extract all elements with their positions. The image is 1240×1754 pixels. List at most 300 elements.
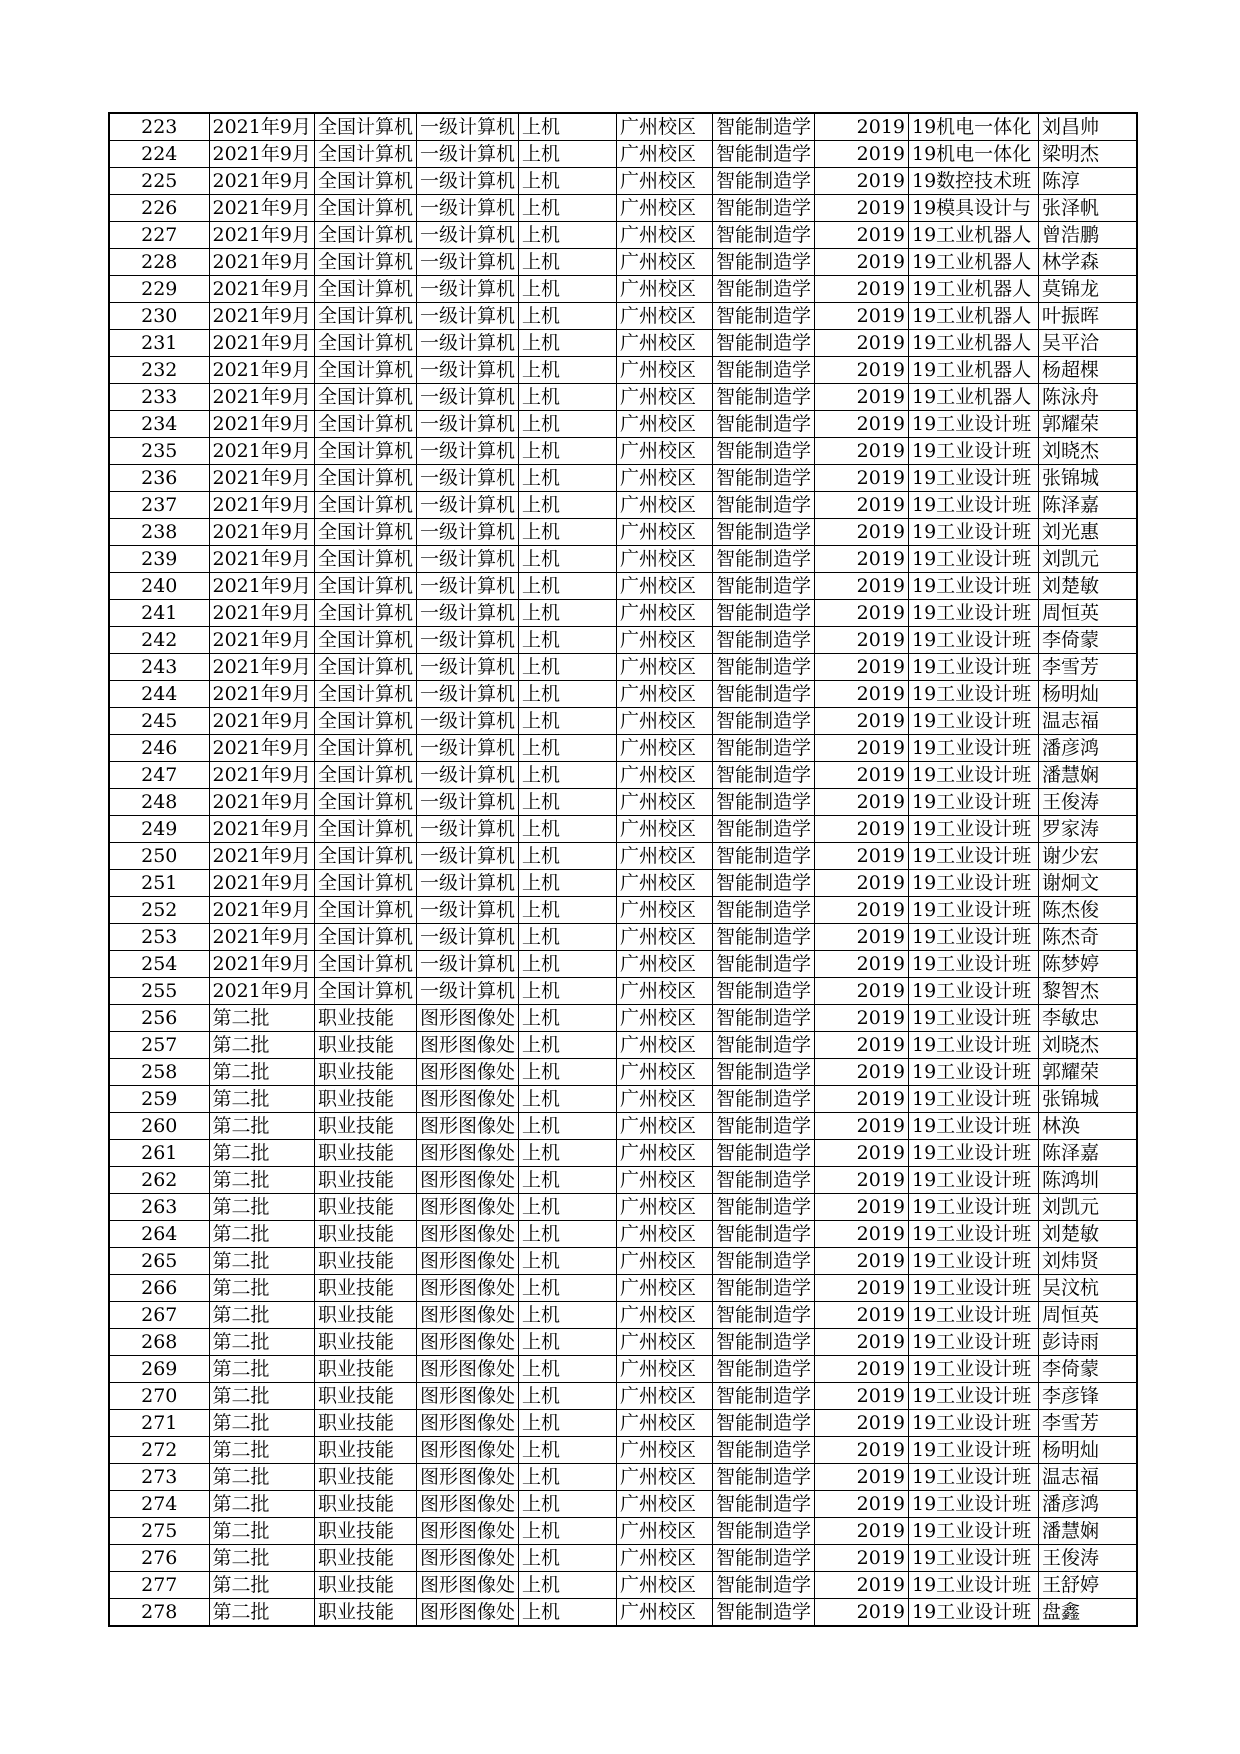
exam-cell: 全国计算机: [314, 978, 416, 1005]
class-cell: 19工业设计班: [909, 519, 1039, 546]
grade-cell: 2019: [815, 1437, 909, 1464]
student-name-cell: 郭耀荣: [1039, 1059, 1137, 1086]
table-row: [109, 1059, 1137, 1086]
row-number-cell: 232: [109, 357, 209, 384]
table-row: [109, 276, 1137, 303]
table-row: [109, 1599, 1137, 1627]
row-number-cell: 230: [109, 303, 209, 330]
class-cell: 19工业设计班: [909, 1113, 1039, 1140]
grade-cell: 2019: [815, 1464, 909, 1491]
college-cell: 智能制造学: [712, 762, 814, 789]
class-cell: 19工业设计班: [909, 1518, 1039, 1545]
table-row: [109, 978, 1137, 1005]
subject-cell: 一级计算机: [416, 627, 518, 654]
exam-cell: 全国计算机: [314, 897, 416, 924]
table-row: [109, 1464, 1137, 1491]
row-number-cell: 278: [109, 1599, 209, 1627]
subject-cell: 一级计算机: [416, 330, 518, 357]
mode-cell: 上机: [518, 357, 616, 384]
exam-cell: 职业技能: [314, 1086, 416, 1113]
campus-cell: 广州校区: [616, 1086, 712, 1113]
student-name-cell: 李敏忠: [1039, 1005, 1137, 1032]
exam-cell: 职业技能: [314, 1518, 416, 1545]
student-name-cell: 张锦城: [1039, 465, 1137, 492]
table-row: [109, 951, 1137, 978]
class-cell: 19工业机器人: [909, 357, 1039, 384]
row-number-cell: 225: [109, 168, 209, 195]
grade-cell: 2019: [815, 1518, 909, 1545]
class-cell: 19工业设计班: [909, 1437, 1039, 1464]
student-name-cell: 刘楚敏: [1039, 573, 1137, 600]
class-cell: 19工业设计班: [909, 762, 1039, 789]
row-number-cell: 238: [109, 519, 209, 546]
grade-cell: 2019: [815, 330, 909, 357]
row-number-cell: 253: [109, 924, 209, 951]
college-cell: 智能制造学: [712, 573, 814, 600]
mode-cell: 上机: [518, 1545, 616, 1572]
row-number-cell: 267: [109, 1302, 209, 1329]
exam-cell: 全国计算机: [314, 249, 416, 276]
batch-cell: 2021年9月: [209, 141, 314, 168]
table-row: [109, 1356, 1137, 1383]
table-row: [109, 1194, 1137, 1221]
exam-cell: 职业技能: [314, 1167, 416, 1194]
college-cell: 智能制造学: [712, 276, 814, 303]
exam-cell: 全国计算机: [314, 195, 416, 222]
grade-cell: 2019: [815, 1221, 909, 1248]
subject-cell: 一级计算机: [416, 141, 518, 168]
exam-cell: 职业技能: [314, 1059, 416, 1086]
grade-cell: 2019: [815, 1545, 909, 1572]
grade-cell: 2019: [815, 465, 909, 492]
grade-cell: 2019: [815, 924, 909, 951]
campus-cell: 广州校区: [616, 870, 712, 897]
mode-cell: 上机: [518, 384, 616, 411]
campus-cell: 广州校区: [616, 330, 712, 357]
college-cell: 智能制造学: [712, 1518, 814, 1545]
class-cell: 19工业设计班: [909, 1302, 1039, 1329]
exam-cell: 职业技能: [314, 1005, 416, 1032]
class-cell: 19工业设计班: [909, 978, 1039, 1005]
row-number-cell: 252: [109, 897, 209, 924]
table-row: [109, 249, 1137, 276]
mode-cell: 上机: [518, 627, 616, 654]
college-cell: 智能制造学: [712, 681, 814, 708]
batch-cell: 2021年9月: [209, 870, 314, 897]
mode-cell: 上机: [518, 411, 616, 438]
row-number-cell: 261: [109, 1140, 209, 1167]
grade-cell: 2019: [815, 168, 909, 195]
campus-cell: 广州校区: [616, 1518, 712, 1545]
grade-cell: 2019: [815, 708, 909, 735]
mode-cell: 上机: [518, 1221, 616, 1248]
student-name-cell: 吴平洽: [1039, 330, 1137, 357]
college-cell: 智能制造学: [712, 1491, 814, 1518]
college-cell: 智能制造学: [712, 222, 814, 249]
campus-cell: 广州校区: [616, 816, 712, 843]
college-cell: 智能制造学: [712, 870, 814, 897]
subject-cell: 一级计算机: [416, 600, 518, 627]
class-cell: 19工业设计班: [909, 1491, 1039, 1518]
campus-cell: 广州校区: [616, 1221, 712, 1248]
student-name-cell: 杨超棵: [1039, 357, 1137, 384]
mode-cell: 上机: [518, 1518, 616, 1545]
mode-cell: 上机: [518, 1167, 616, 1194]
subject-cell: 图形图像处: [416, 1329, 518, 1356]
table-row: [109, 465, 1137, 492]
campus-cell: 广州校区: [616, 1599, 712, 1627]
subject-cell: 一级计算机: [416, 168, 518, 195]
row-number-cell: 240: [109, 573, 209, 600]
row-number-cell: 250: [109, 843, 209, 870]
batch-cell: 2021年9月: [209, 843, 314, 870]
college-cell: 智能制造学: [712, 1086, 814, 1113]
exam-cell: 全国计算机: [314, 924, 416, 951]
row-number-cell: 248: [109, 789, 209, 816]
subject-cell: 一级计算机: [416, 411, 518, 438]
student-name-cell: 李倚蒙: [1039, 627, 1137, 654]
batch-cell: 2021年9月: [209, 762, 314, 789]
table-row: [109, 113, 1137, 141]
mode-cell: 上机: [518, 1005, 616, 1032]
class-cell: 19模具设计与: [909, 195, 1039, 222]
class-cell: 19工业设计班: [909, 1167, 1039, 1194]
college-cell: 智能制造学: [712, 1032, 814, 1059]
row-number-cell: 251: [109, 870, 209, 897]
subject-cell: 一级计算机: [416, 384, 518, 411]
student-name-cell: 罗家涛: [1039, 816, 1137, 843]
grade-cell: 2019: [815, 573, 909, 600]
batch-cell: 2021年9月: [209, 924, 314, 951]
campus-cell: 广州校区: [616, 1356, 712, 1383]
mode-cell: 上机: [518, 978, 616, 1005]
class-cell: 19工业设计班: [909, 1086, 1039, 1113]
subject-cell: 图形图像处: [416, 1410, 518, 1437]
exam-cell: 职业技能: [314, 1113, 416, 1140]
campus-cell: 广州校区: [616, 1410, 712, 1437]
subject-cell: 一级计算机: [416, 816, 518, 843]
class-cell: 19工业机器人: [909, 222, 1039, 249]
batch-cell: 第二批: [209, 1167, 314, 1194]
class-cell: 19工业设计班: [909, 816, 1039, 843]
table-row: [109, 546, 1137, 573]
batch-cell: 第二批: [209, 1248, 314, 1275]
batch-cell: 2021年9月: [209, 492, 314, 519]
campus-cell: 广州校区: [616, 519, 712, 546]
batch-cell: 第二批: [209, 1356, 314, 1383]
campus-cell: 广州校区: [616, 222, 712, 249]
mode-cell: 上机: [518, 1302, 616, 1329]
grade-cell: 2019: [815, 546, 909, 573]
table-row: [109, 438, 1137, 465]
row-number-cell: 257: [109, 1032, 209, 1059]
campus-cell: 广州校区: [616, 951, 712, 978]
college-cell: 智能制造学: [712, 384, 814, 411]
exam-cell: 全国计算机: [314, 735, 416, 762]
subject-cell: 图形图像处: [416, 1221, 518, 1248]
batch-cell: 第二批: [209, 1302, 314, 1329]
college-cell: 智能制造学: [712, 1140, 814, 1167]
table-row: [109, 708, 1137, 735]
subject-cell: 一级计算机: [416, 843, 518, 870]
college-cell: 智能制造学: [712, 897, 814, 924]
class-cell: 19工业设计班: [909, 735, 1039, 762]
student-name-cell: 陈梦婷: [1039, 951, 1137, 978]
grade-cell: 2019: [815, 1383, 909, 1410]
class-cell: 19工业设计班: [909, 1599, 1039, 1627]
table-row: [109, 870, 1137, 897]
exam-cell: 职业技能: [314, 1275, 416, 1302]
subject-cell: 图形图像处: [416, 1032, 518, 1059]
student-name-cell: 刘晓杰: [1039, 1032, 1137, 1059]
subject-cell: 图形图像处: [416, 1383, 518, 1410]
mode-cell: 上机: [518, 1248, 616, 1275]
batch-cell: 2021年9月: [209, 222, 314, 249]
college-cell: 智能制造学: [712, 1113, 814, 1140]
table-row: [109, 222, 1137, 249]
exam-cell: 全国计算机: [314, 330, 416, 357]
student-name-cell: 陈杰俊: [1039, 897, 1137, 924]
mode-cell: 上机: [518, 1059, 616, 1086]
campus-cell: 广州校区: [616, 1275, 712, 1302]
class-cell: 19工业设计班: [909, 1059, 1039, 1086]
exam-cell: 职业技能: [314, 1302, 416, 1329]
student-name-cell: 吴汶杭: [1039, 1275, 1137, 1302]
grade-cell: 2019: [815, 843, 909, 870]
batch-cell: 2021年9月: [209, 276, 314, 303]
table-row: [109, 924, 1137, 951]
subject-cell: 图形图像处: [416, 1437, 518, 1464]
student-name-cell: 温志福: [1039, 708, 1137, 735]
student-name-cell: 曾浩鹏: [1039, 222, 1137, 249]
subject-cell: 图形图像处: [416, 1167, 518, 1194]
row-number-cell: 237: [109, 492, 209, 519]
table-row: [109, 1329, 1137, 1356]
exam-cell: 职业技能: [314, 1383, 416, 1410]
campus-cell: 广州校区: [616, 1545, 712, 1572]
college-cell: 智能制造学: [712, 1248, 814, 1275]
subject-cell: 一级计算机: [416, 303, 518, 330]
table-row: [109, 1518, 1137, 1545]
table-row: [109, 1248, 1137, 1275]
exam-cell: 全国计算机: [314, 573, 416, 600]
student-name-cell: 潘彦鸿: [1039, 735, 1137, 762]
class-cell: 19工业设计班: [909, 411, 1039, 438]
exam-cell: 全国计算机: [314, 546, 416, 573]
subject-cell: 一级计算机: [416, 681, 518, 708]
row-number-cell: 239: [109, 546, 209, 573]
campus-cell: 广州校区: [616, 681, 712, 708]
class-cell: 19工业设计班: [909, 1572, 1039, 1599]
grade-cell: 2019: [815, 384, 909, 411]
subject-cell: 图形图像处: [416, 1113, 518, 1140]
student-name-cell: 周恒英: [1039, 1302, 1137, 1329]
subject-cell: 图形图像处: [416, 1248, 518, 1275]
class-cell: 19工业机器人: [909, 249, 1039, 276]
campus-cell: 广州校区: [616, 1383, 712, 1410]
college-cell: 智能制造学: [712, 1167, 814, 1194]
exam-cell: 全国计算机: [314, 357, 416, 384]
table-row: [109, 168, 1137, 195]
subject-cell: 一级计算机: [416, 735, 518, 762]
subject-cell: 一级计算机: [416, 789, 518, 816]
grade-cell: 2019: [815, 1491, 909, 1518]
campus-cell: 广州校区: [616, 1248, 712, 1275]
row-number-cell: 229: [109, 276, 209, 303]
grade-cell: 2019: [815, 113, 909, 141]
batch-cell: 第二批: [209, 1275, 314, 1302]
college-cell: 智能制造学: [712, 1194, 814, 1221]
row-number-cell: 272: [109, 1437, 209, 1464]
batch-cell: 2021年9月: [209, 708, 314, 735]
grade-cell: 2019: [815, 438, 909, 465]
student-name-cell: 陈淳: [1039, 168, 1137, 195]
batch-cell: 2021年9月: [209, 357, 314, 384]
student-name-cell: 谢少宏: [1039, 843, 1137, 870]
grade-cell: 2019: [815, 897, 909, 924]
table-row: [109, 897, 1137, 924]
subject-cell: 图形图像处: [416, 1140, 518, 1167]
subject-cell: 一级计算机: [416, 573, 518, 600]
mode-cell: 上机: [518, 762, 616, 789]
table-row: [109, 1032, 1137, 1059]
mode-cell: 上机: [518, 924, 616, 951]
grade-cell: 2019: [815, 141, 909, 168]
exam-cell: 全国计算机: [314, 519, 416, 546]
grade-cell: 2019: [815, 492, 909, 519]
row-number-cell: 233: [109, 384, 209, 411]
row-number-cell: 273: [109, 1464, 209, 1491]
row-number-cell: 268: [109, 1329, 209, 1356]
exam-cell: 职业技能: [314, 1194, 416, 1221]
exam-cell: 全国计算机: [314, 870, 416, 897]
college-cell: 智能制造学: [712, 654, 814, 681]
mode-cell: 上机: [518, 600, 616, 627]
grade-cell: 2019: [815, 789, 909, 816]
exam-cell: 职业技能: [314, 1464, 416, 1491]
campus-cell: 广州校区: [616, 789, 712, 816]
exam-cell: 职业技能: [314, 1410, 416, 1437]
campus-cell: 广州校区: [616, 465, 712, 492]
student-name-cell: 梁明杰: [1039, 141, 1137, 168]
student-name-cell: 彭诗雨: [1039, 1329, 1137, 1356]
subject-cell: 一级计算机: [416, 465, 518, 492]
campus-cell: 广州校区: [616, 357, 712, 384]
batch-cell: 2021年9月: [209, 600, 314, 627]
exam-cell: 职业技能: [314, 1248, 416, 1275]
student-name-cell: 郭耀荣: [1039, 411, 1137, 438]
batch-cell: 2021年9月: [209, 438, 314, 465]
campus-cell: 广州校区: [616, 654, 712, 681]
subject-cell: 一级计算机: [416, 276, 518, 303]
college-cell: 智能制造学: [712, 1275, 814, 1302]
exam-cell: 全国计算机: [314, 141, 416, 168]
table-row: [109, 492, 1137, 519]
table-row: [109, 1140, 1137, 1167]
mode-cell: 上机: [518, 1383, 616, 1410]
batch-cell: 2021年9月: [209, 195, 314, 222]
campus-cell: 广州校区: [616, 762, 712, 789]
subject-cell: 图形图像处: [416, 1356, 518, 1383]
exam-cell: 职业技能: [314, 1545, 416, 1572]
grade-cell: 2019: [815, 951, 909, 978]
college-cell: 智能制造学: [712, 249, 814, 276]
subject-cell: 图形图像处: [416, 1491, 518, 1518]
college-cell: 智能制造学: [712, 1437, 814, 1464]
student-name-cell: 谢炯文: [1039, 870, 1137, 897]
table-row: [109, 1572, 1137, 1599]
college-cell: 智能制造学: [712, 1221, 814, 1248]
class-cell: 19工业设计班: [909, 1545, 1039, 1572]
grade-cell: 2019: [815, 276, 909, 303]
student-name-cell: 刘光惠: [1039, 519, 1137, 546]
class-cell: 19工业设计班: [909, 1248, 1039, 1275]
batch-cell: 第二批: [209, 1545, 314, 1572]
student-name-cell: 潘彦鸿: [1039, 1491, 1137, 1518]
college-cell: 智能制造学: [712, 357, 814, 384]
subject-cell: 图形图像处: [416, 1545, 518, 1572]
mode-cell: 上机: [518, 303, 616, 330]
mode-cell: 上机: [518, 1572, 616, 1599]
table-row: [109, 357, 1137, 384]
exam-cell: 全国计算机: [314, 384, 416, 411]
row-number-cell: 227: [109, 222, 209, 249]
campus-cell: 广州校区: [616, 303, 712, 330]
row-number-cell: 223: [109, 113, 209, 141]
table-row: [109, 762, 1137, 789]
table-row: [109, 1221, 1137, 1248]
exam-cell: 职业技能: [314, 1437, 416, 1464]
batch-cell: 第二批: [209, 1518, 314, 1545]
grade-cell: 2019: [815, 1140, 909, 1167]
mode-cell: 上机: [518, 654, 616, 681]
exam-cell: 全国计算机: [314, 113, 416, 141]
mode-cell: 上机: [518, 1140, 616, 1167]
subject-cell: 图形图像处: [416, 1572, 518, 1599]
campus-cell: 广州校区: [616, 546, 712, 573]
mode-cell: 上机: [518, 1329, 616, 1356]
student-name-cell: 陈鸿圳: [1039, 1167, 1137, 1194]
mode-cell: 上机: [518, 1275, 616, 1302]
mode-cell: 上机: [518, 330, 616, 357]
grade-cell: 2019: [815, 627, 909, 654]
row-number-cell: 269: [109, 1356, 209, 1383]
subject-cell: 一级计算机: [416, 546, 518, 573]
mode-cell: 上机: [518, 195, 616, 222]
college-cell: 智能制造学: [712, 411, 814, 438]
campus-cell: 广州校区: [616, 384, 712, 411]
exam-cell: 全国计算机: [314, 276, 416, 303]
college-cell: 智能制造学: [712, 1572, 814, 1599]
exam-cell: 职业技能: [314, 1329, 416, 1356]
class-cell: 19工业设计班: [909, 465, 1039, 492]
table-row: [109, 627, 1137, 654]
campus-cell: 广州校区: [616, 1329, 712, 1356]
batch-cell: 2021年9月: [209, 735, 314, 762]
batch-cell: 第二批: [209, 1059, 314, 1086]
campus-cell: 广州校区: [616, 1491, 712, 1518]
campus-cell: 广州校区: [616, 411, 712, 438]
class-cell: 19工业设计班: [909, 1140, 1039, 1167]
exam-cell: 全国计算机: [314, 816, 416, 843]
student-name-cell: 林涣: [1039, 1113, 1137, 1140]
college-cell: 智能制造学: [712, 1356, 814, 1383]
campus-cell: 广州校区: [616, 113, 712, 141]
batch-cell: 2021年9月: [209, 384, 314, 411]
student-name-cell: 李雪芳: [1039, 654, 1137, 681]
class-cell: 19工业设计班: [909, 573, 1039, 600]
row-number-cell: 226: [109, 195, 209, 222]
